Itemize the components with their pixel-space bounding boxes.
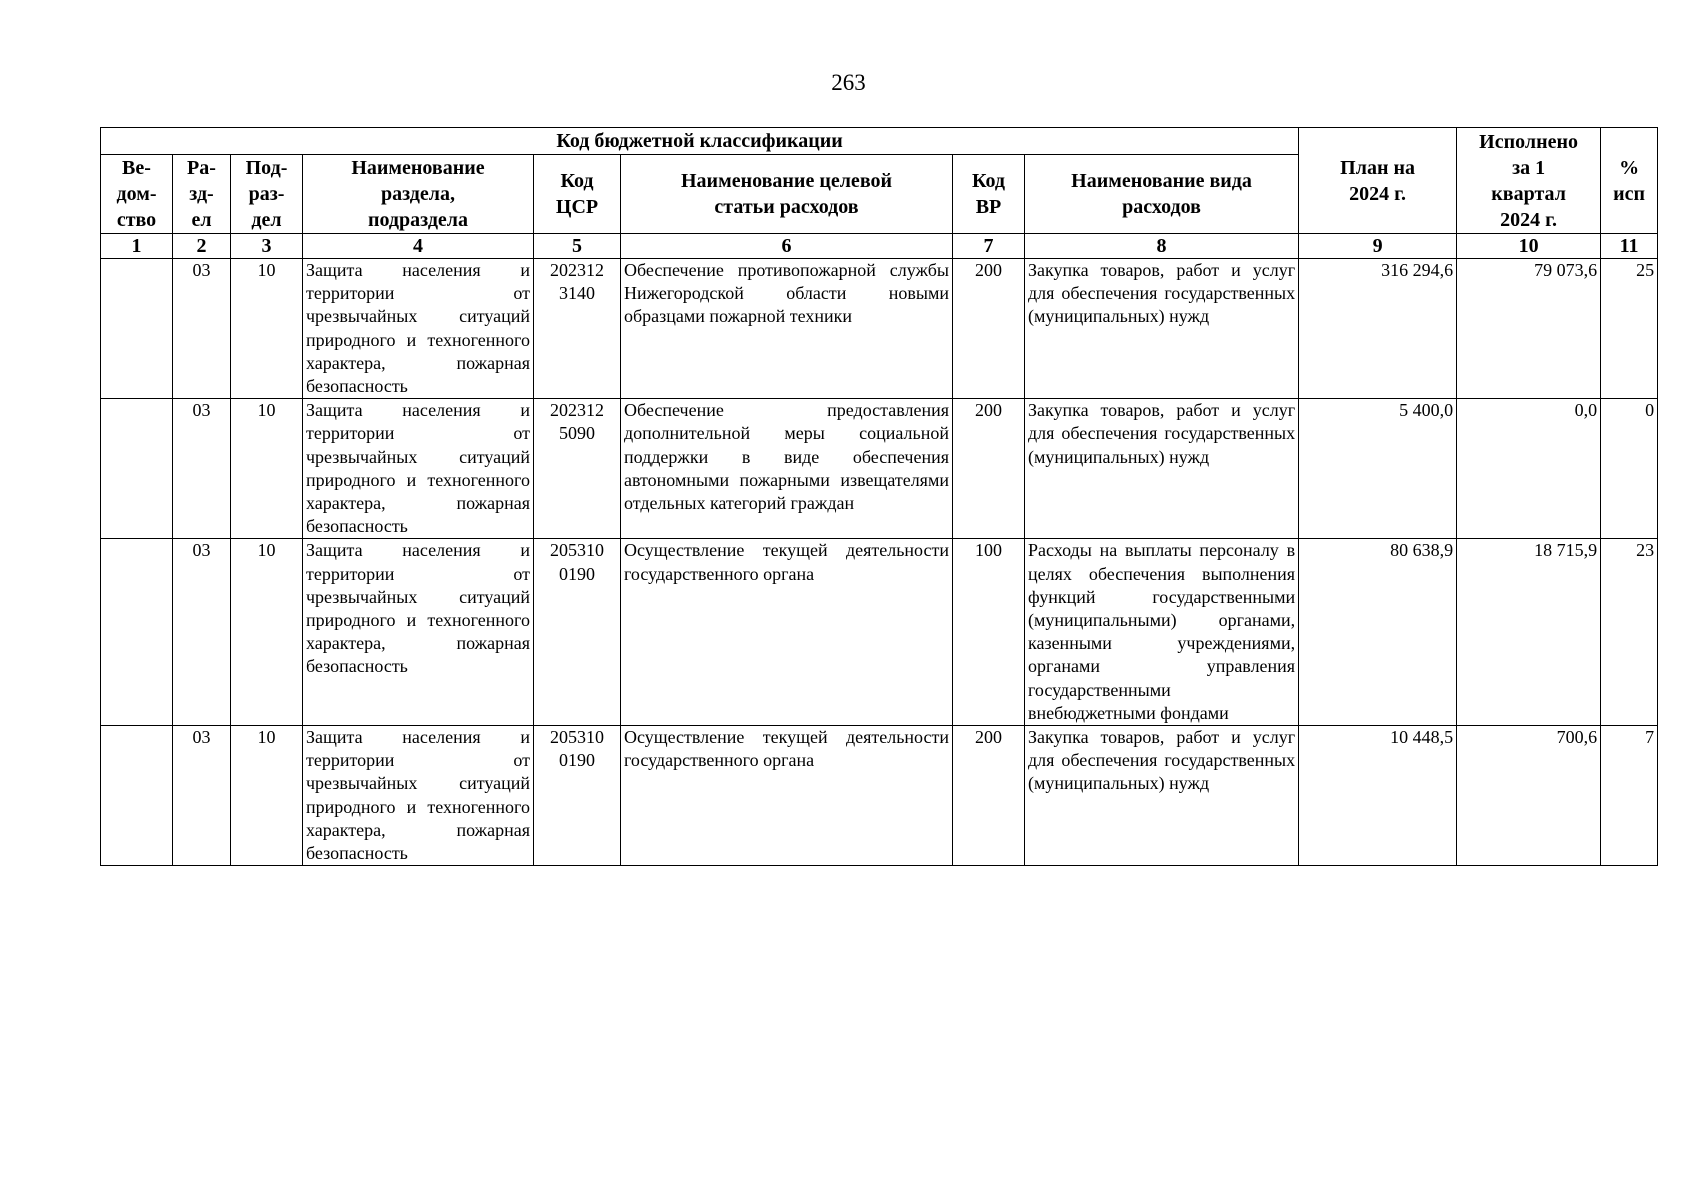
razdel-name-header-line: подраздела — [367, 209, 469, 231]
csr-cell — [534, 399, 621, 539]
column-number-row — [101, 234, 1658, 259]
podrazdel-header-line: дел — [251, 209, 282, 231]
csr-header-line: Код — [560, 170, 594, 192]
target-name-header-line: Наименование целевой — [680, 170, 892, 192]
plan-cell: 10 448,5 — [1299, 726, 1457, 866]
vedomstvo-cell — [101, 399, 173, 539]
vr-cell: 100 — [953, 539, 1025, 726]
razdel-cell: 03 — [173, 399, 231, 539]
podrazdel-cell: 10 — [231, 726, 303, 866]
column-number: 11 — [1601, 234, 1658, 259]
plan-cell: 80 638,9 — [1299, 539, 1457, 726]
plan-header-line: 2024 г. — [1349, 182, 1406, 205]
vr-cell: 200 — [953, 259, 1025, 399]
vr-cell: 200 — [953, 399, 1025, 539]
vedomstvo-cell — [101, 726, 173, 866]
razdel-name-cell: Защита населения и территории от чрезвычайных ситуаций природного и техногенного характера, пожарная безопасность — [303, 399, 534, 539]
csr-line: 0190 — [559, 563, 595, 584]
budget-classification-header: Код бюджетной классификации — [101, 128, 1299, 155]
target-name-cell: Осуществление текущей деятельности государственного органа — [621, 539, 953, 726]
header-row-group — [101, 128, 1658, 155]
plan-header — [1299, 128, 1457, 234]
plan-cell: 316 294,6 — [1299, 259, 1457, 399]
csr-line: 5090 — [559, 423, 595, 444]
target-name-cell: Осуществление текущей деятельности государственного органа — [621, 726, 953, 866]
executed-cell: 18 715,9 — [1457, 539, 1601, 726]
executed-cell: 0,0 — [1457, 399, 1601, 539]
csr-cell — [534, 726, 621, 866]
razdel-name-header — [303, 155, 534, 234]
razdel-header-line: ел — [191, 209, 212, 231]
executed-header-line: квартал — [1491, 182, 1566, 205]
column-number: 10 — [1457, 234, 1601, 259]
column-number: 2 — [173, 234, 231, 259]
executed-header — [1457, 128, 1601, 234]
executed-cell: 79 073,6 — [1457, 259, 1601, 399]
csr-line: 202312 — [550, 260, 604, 280]
column-number: 5 — [534, 234, 621, 259]
razdel-header-line: зд- — [189, 183, 214, 205]
percent-header-line: % — [1619, 156, 1640, 179]
razdel-name-header-line: Наименование — [351, 157, 485, 179]
vr-header-line: Код — [971, 170, 1006, 192]
column-number: 9 — [1299, 234, 1457, 259]
razdel-name-cell: Защита населения и территории от чрезвычайных ситуаций природного и техногенного характера, пожарная безопасность — [303, 539, 534, 726]
percent-header — [1601, 128, 1658, 234]
csr-header — [534, 155, 621, 234]
csr-header-line: ЦСР — [555, 196, 599, 218]
expense-type-header-line: Наименование вида — [1071, 170, 1252, 192]
column-number: 8 — [1025, 234, 1299, 259]
csr-line: 3140 — [559, 283, 595, 304]
razdel-name-header-line: раздела, — [380, 183, 455, 205]
executed-cell: 700,6 — [1457, 726, 1601, 866]
budget-execution-table — [100, 127, 1658, 866]
csr-line: 0190 — [559, 750, 595, 771]
executed-header-line: Исполнено — [1479, 130, 1579, 153]
podrazdel-header — [231, 155, 303, 234]
plan-header-line: План на — [1340, 156, 1415, 179]
vr-header-line: ВР — [975, 196, 1002, 218]
expense-type-cell: Расходы на выплаты персоналу в целях обеспечения выполнения функций государственными (муниципальными) органами, казенными учреждениями, органами управления государственными внебюджетными фондами — [1025, 539, 1299, 726]
podrazdel-cell: 10 — [231, 259, 303, 399]
plan-cell: 5 400,0 — [1299, 399, 1457, 539]
column-number: 1 — [101, 234, 173, 259]
podrazdel-cell: 10 — [231, 399, 303, 539]
vedomstvo-cell — [101, 259, 173, 399]
expense-type-cell: Закупка товаров, работ и услуг для обеспечения государственных (муниципальных) нужд — [1025, 399, 1299, 539]
percent-cell: 23 — [1601, 539, 1658, 726]
expense-type-cell: Закупка товаров, работ и услуг для обеспечения государственных (муниципальных) нужд — [1025, 259, 1299, 399]
expense-type-header — [1025, 155, 1299, 234]
csr-line: 205310 — [550, 540, 604, 561]
csr-cell — [534, 259, 621, 399]
column-number: 6 — [621, 234, 953, 259]
csr-cell — [534, 539, 621, 726]
razdel-cell: 03 — [173, 539, 231, 726]
vedomstvo-header-line: Ве- — [122, 157, 151, 179]
page-number: 263 — [831, 70, 866, 95]
percent-header-line: исп — [1613, 182, 1646, 205]
column-number: 3 — [231, 234, 303, 259]
column-number: 4 — [303, 234, 534, 259]
csr-line: 202312 — [550, 400, 604, 421]
table-row — [101, 539, 1658, 726]
podrazdel-header-line: раз- — [248, 183, 285, 205]
podrazdel-cell: 10 — [231, 539, 303, 726]
percent-cell: 0 — [1601, 399, 1658, 539]
table-row — [101, 726, 1658, 866]
table-row — [101, 259, 1658, 399]
razdel-name-cell: Защита населения и территории от чрезвычайных ситуаций природного и техногенного характера, пожарная безопасность — [303, 259, 534, 399]
target-name-cell: Обеспечение предоставления дополнительной меры социальной поддержки в виде обеспечения автономными пожарными извещателями отдельных категорий граждан — [621, 399, 953, 539]
razdel-cell: 03 — [173, 726, 231, 866]
target-name-header — [621, 155, 953, 234]
expense-type-cell: Закупка товаров, работ и услуг для обеспечения государственных (муниципальных) нужд — [1025, 726, 1299, 866]
razdel-header — [173, 155, 231, 234]
podrazdel-header-line: Под- — [245, 157, 288, 179]
vr-cell: 200 — [953, 726, 1025, 866]
vedomstvo-header — [101, 155, 173, 234]
vedomstvo-header-line: ство — [116, 209, 157, 231]
vr-header — [953, 155, 1025, 234]
executed-header-line: за 1 — [1512, 156, 1546, 179]
table-row — [101, 399, 1658, 539]
razdel-name-cell: Защита населения и территории от чрезвычайных ситуаций природного и техногенного характера, пожарная безопасность — [303, 726, 534, 866]
percent-cell: 25 — [1601, 259, 1658, 399]
expense-type-header-line: расходов — [1122, 196, 1201, 218]
csr-line: 205310 — [550, 727, 604, 748]
target-name-header-line: статьи расходов — [714, 196, 859, 218]
vedomstvo-header-line: дом- — [116, 183, 157, 205]
target-name-cell: Обеспечение противопожарной службы Нижегородской области новыми образцами пожарной техники — [621, 259, 953, 399]
percent-cell: 7 — [1601, 726, 1658, 866]
column-number: 7 — [953, 234, 1025, 259]
vedomstvo-cell — [101, 539, 173, 726]
razdel-cell: 03 — [173, 259, 231, 399]
razdel-header-line: Ра- — [187, 157, 216, 179]
executed-header-line: 2024 г. — [1500, 208, 1557, 231]
